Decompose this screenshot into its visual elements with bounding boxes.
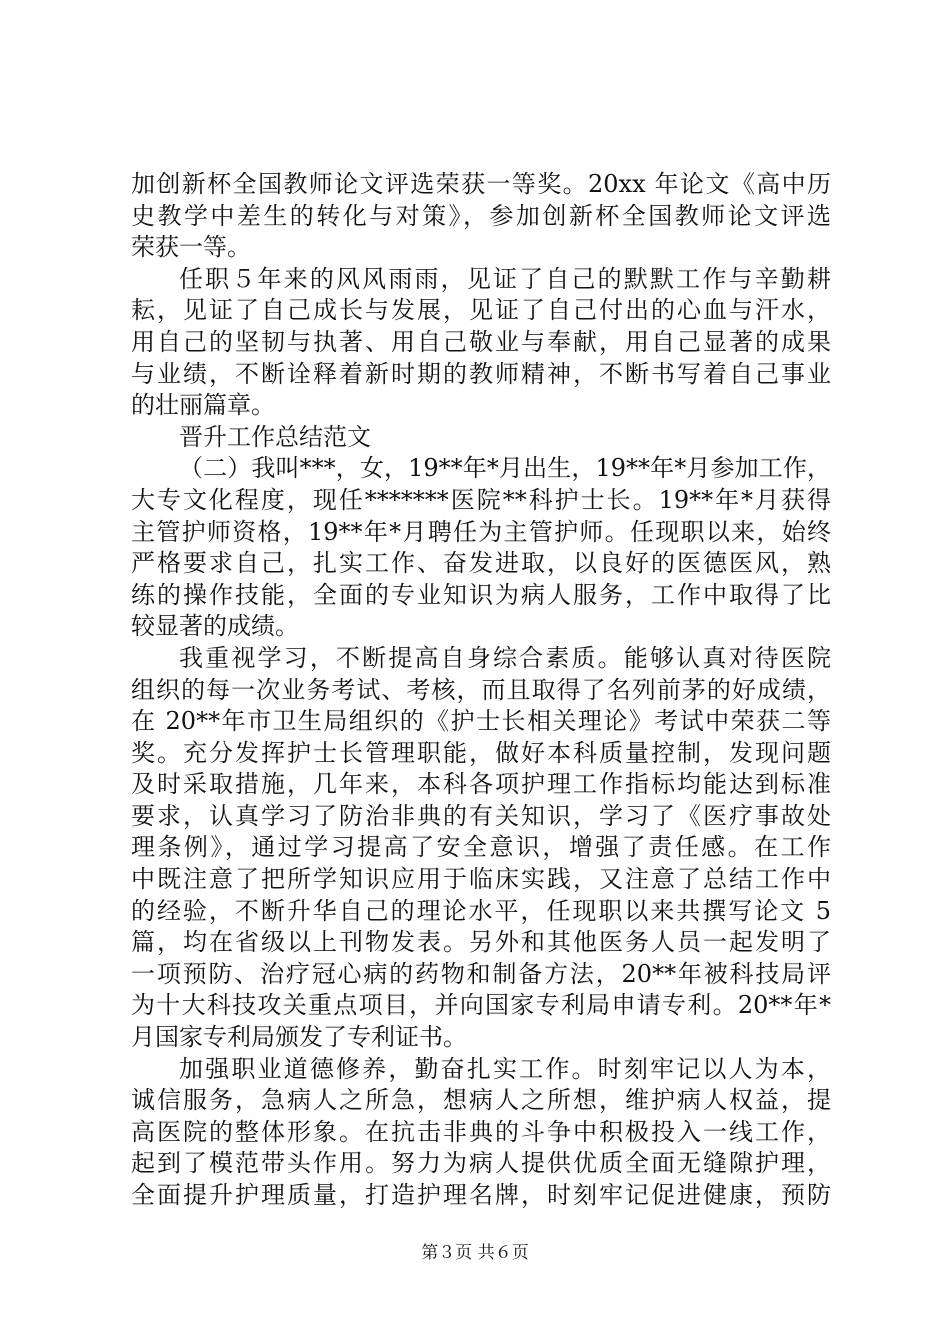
text-line: 大专文化程度，现任*******医院**科护士长。19**年*月获得 (131, 485, 831, 514)
text-line: 月国家专利局颁发了专利证书。 (131, 1023, 467, 1052)
text-line: 用自己的坚韧与执著、用自己敬业与奉献，用自己显著的成果 (131, 327, 831, 356)
text-line: 加创新杯全国教师论文评选荣获一等奖。20xx 年论文《高中历 (131, 170, 831, 198)
text-line: 奖。充分发挥护士长管理职能，做好本科质量控制，发现问题 (131, 738, 831, 767)
text-line: 耘，见证了自己成长与发展，见证了自己付出的心血与汗水， (131, 296, 831, 325)
text-line: 荣获一等。 (131, 233, 251, 262)
text-line: 在 20**年市卫生局组织的《护士长相关理论》考试中荣获二等 (131, 707, 831, 736)
text-line: 起到了模范带头作用。努力为病人提供优质全面无缝隙护理， (131, 1149, 831, 1178)
text-line: 严格要求自己，扎实工作、奋发进取，以良好的医德医风，熟 (131, 549, 831, 578)
document-body (131, 169, 831, 1212)
text-line: 高医院的整体形象。在抗击非典的斗争中积极投入一线工作， (131, 1117, 831, 1146)
text-line: 诚信服务，急病人之所急，想病人之所想，维护病人权益，提 (131, 1086, 831, 1115)
text-line: 的壮丽篇章。 (131, 391, 275, 420)
text-line: 中既注意了把所学知识应用于临床实践，又注意了总结工作中 (131, 865, 831, 894)
text-line: 晋升工作总结范文 (179, 422, 371, 451)
text-line: 一项预防、治疗冠心病的药物和制备方法，20**年被科技局评 (131, 959, 831, 988)
text-line: 加强职业道德修养，勤奋扎实工作。时刻牢记以人为本， (179, 1054, 831, 1083)
text-line: 的经验，不断升华自己的理论水平，任现职以来共撰写论文 5 (131, 896, 831, 925)
text-line: 主管护师资格，19**年*月聘任为主管护师。任现职以来，始终 (131, 517, 831, 546)
text-line: 与业绩，不断诠释着新时期的教师精神，不断书写着自己事业 (131, 359, 831, 388)
text-line: （二）我叫***，女，19**年*月出生，19**年*月参加工作， (179, 454, 831, 483)
page-footer: 第３页 共６页 (421, 1243, 529, 1263)
text-line: 为十大科技攻关重点项目，并向国家专利局申请专利。20**年* (131, 991, 831, 1020)
text-line: 任职５年来的风风雨雨，见证了自己的默默工作与辛勤耕 (179, 264, 831, 293)
text-line: 练的操作技能，全面的专业知识为病人服务，工作中取得了比 (131, 580, 831, 609)
text-line: 全面提升护理质量，打造护理名牌，时刻牢记促进健康，预防 (131, 1181, 831, 1209)
text-line: 较显著的成绩。 (131, 612, 299, 641)
text-line: 我重视学习，不断提高自身综合素质。能够认真对待医院 (179, 643, 831, 672)
text-line: 组织的每一次业务考试、考核，而且取得了名列前茅的好成绩， (131, 675, 831, 704)
text-line: 史教学中差生的转化与对策》，参加创新杯全国教师论文评选 (131, 201, 831, 230)
text-line: 理条例》，通过学习提高了安全意识，增强了责任感。在工作 (131, 833, 831, 862)
text-line: 篇，均在省级以上刊物发表。另外和其他医务人员一起发明了 (131, 928, 831, 957)
text-line: 及时采取措施，几年来，本科各项护理工作指标均能达到标准 (131, 770, 831, 799)
text-line: 要求，认真学习了防治非典的有关知识，学习了《医疗事故处 (131, 801, 831, 830)
